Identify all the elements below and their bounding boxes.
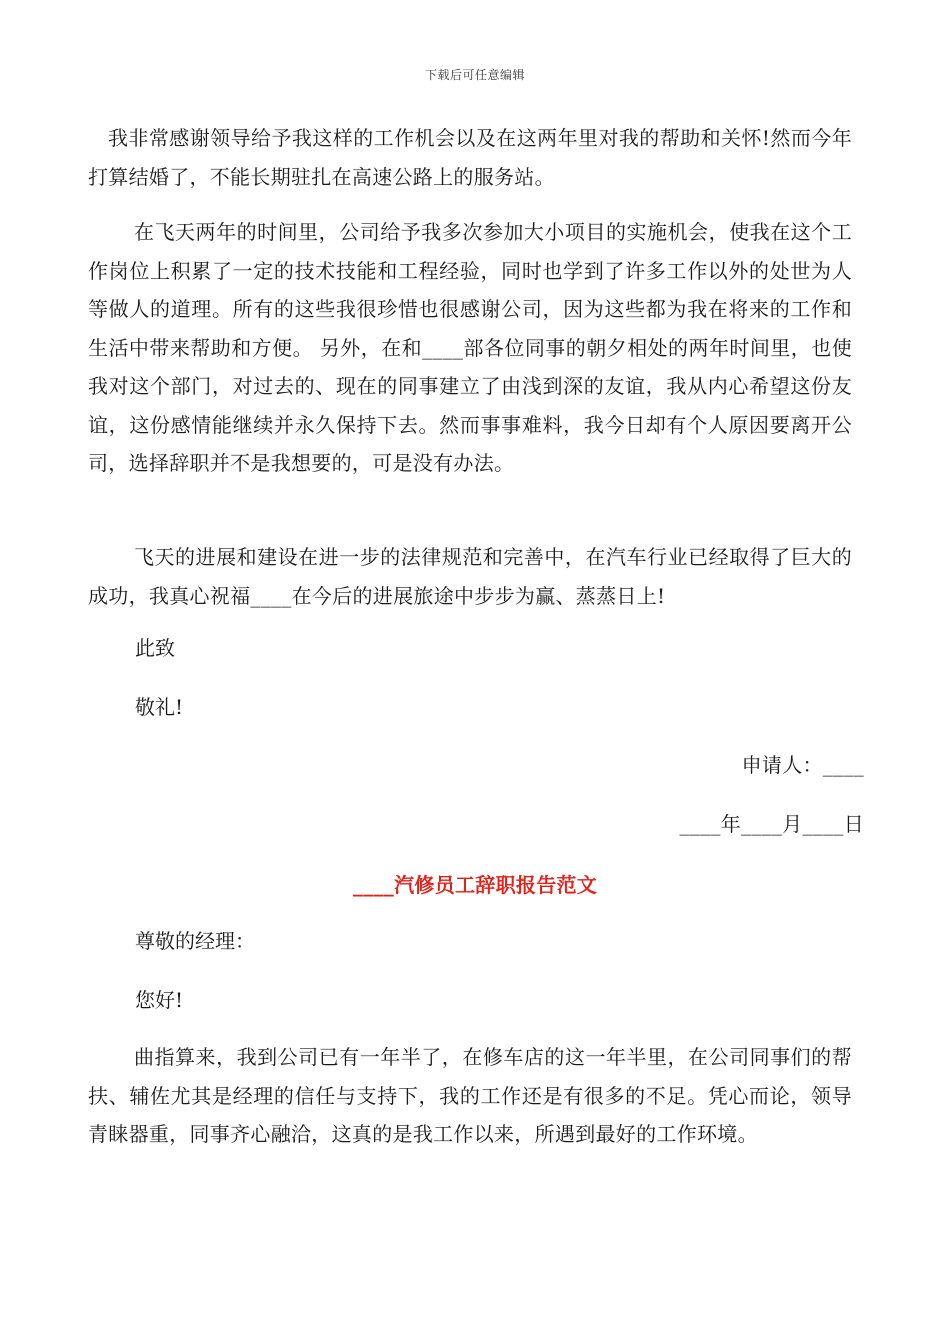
section-title: ____汽修员工辞职报告范文: [352, 873, 598, 897]
hello-line: 您好!: [135, 988, 184, 1012]
paragraph-experience: 在飞天两年的时间里，公司给予我多次参加大小项目的实施机会，使我在这个工作岗位上积累了一定的技术技能和工程经验，同时也学到了许多工作以外的处世为人等做人的道理。所有的这些我很珍惜也很感谢公司，因为这些都为我在将来的工作和生活中带来帮助和方便。 另外，在和____部各位同事的朝夕相处的两年时间里，也使我对这个部门，对过去的、现在的同事建立了由浅到深的友谊，我从内心希望这份友谊，这份感情能继续并永久保持下去。然而事事难料，我今日却有个人原因要离开公司，选择辞职并不是我想要的，可是没有办法。: [88, 220, 852, 475]
closing-respect: 敬礼!: [135, 695, 184, 719]
greeting: 尊敬的经理：: [135, 929, 255, 953]
header-note: 下载后可任意编辑: [424, 68, 525, 82]
paragraph-intro: 曲指算来，我到公司已有一年半了，在修车店的这一年半里，在公司同事们的帮扶、辅佐尤其是经理的信任与支持下，我的工作还是有很多的不足。凭心而论，领导青睐器重，同事齐心融洽，这真的是我工作以来，所遇到最好的工作环境。: [88, 1045, 852, 1146]
paragraph-thanks: 我非常感谢领导给予我这样的工作机会以及在这两年里对我的帮助和关怀!然而今年打算结婚了，不能长期驻扎在高速公路上的服务站。: [88, 126, 852, 189]
date-line: ____年____月____日: [679, 812, 864, 836]
applicant-line: 申请人：____: [741, 753, 864, 777]
paragraph-wishes: 飞天的进展和建设在进一步的法律规范和完善中，在汽车行业已经取得了巨大的成功，我真心祝福____在今后的进展旅途中步步为赢、蒸蒸日上!: [88, 545, 852, 608]
closing-salute: 此致: [135, 636, 175, 660]
